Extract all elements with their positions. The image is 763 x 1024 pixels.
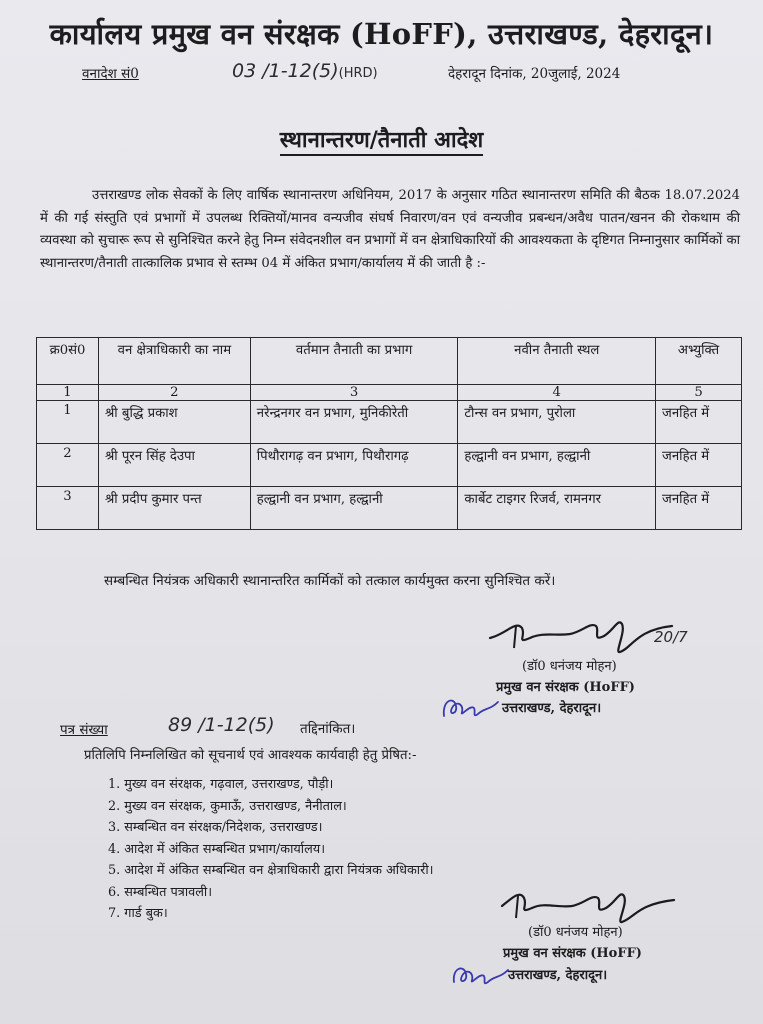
relieve-note: सम्बन्धित नियंत्रक अधिकारी स्थानान्तरित कार्मिकों को तत्काल कार्यमुक्त करना सुनिश्चित करें। xyxy=(104,573,556,589)
cell-serial: 2 xyxy=(37,444,99,487)
list-item: 6. सम्बन्धित पत्रावली। xyxy=(108,884,213,900)
signatory-place: उत्तराखण्ड, देहरादून। xyxy=(508,968,608,983)
table-row xyxy=(37,401,742,444)
letter-label: पत्र संख्या xyxy=(60,722,108,738)
header-current-division: वर्तमान तैनाती का प्रभाग xyxy=(250,338,458,385)
table-column-number-row xyxy=(37,385,742,401)
cell-officer-name: श्री प्रदीप कुमार पन्त xyxy=(98,487,250,530)
header-serial: क्र0सं0 xyxy=(37,338,99,385)
list-item: 3. सम्बन्धित वन संरक्षक/निदेशक, उत्तराखण्ड। xyxy=(108,820,323,835)
signatory-name: (डॉ0 धनंजय मोहन) xyxy=(528,925,623,940)
header-officer-name: वन क्षेत्राधिकारी का नाम xyxy=(98,338,250,385)
table-row xyxy=(37,487,742,530)
cell-current-division: पिथौरागढ़ वन प्रभाग, पिथौरागढ़ xyxy=(250,444,458,487)
order-title xyxy=(0,124,763,154)
cell-officer-name: श्री बुद्धि प्रकाश xyxy=(98,401,250,444)
signatory-designation: प्रमुख वन संरक्षक (HoFF) xyxy=(496,680,635,695)
intro-paragraph: उत्तराखण्ड लोक सेवकों के लिए वार्षिक स्थानान्तरण अधिनियम, 2017 के अनुसार गठित स्थानान्तरण समिति की बैठक 18.07.2024 में की गई संस्तुति एवं प्रभागों में उपलब्ध रिक्तियों/मानव वन्यजीव संघर्ष निवारण/वन एवं वन्यजीव प्रबन्धन/अवैध पातन/खनन की रोकथाम की व्यवस्था को सुचारू रूप से सुनिश्चित करने हेतु निम्न संवेदनशील वन प्रभागों में वन क्षेत्राधिकारियों की आवश्यकता के दृष्टिगत निम्नानुसार कार्मिकों का स्थानान्तरण/तैनाती तात्कालिक प्रभाव से स्तम्भ 04 में अंकित प्रभाग/कार्यालय में की जाती है :- xyxy=(40,188,740,271)
col-number: 3 xyxy=(250,385,458,401)
list-item: 7. गार्ड बुक। xyxy=(108,906,168,921)
cell-current-division: नरेन्द्रनगर वन प्रभाग, मुनिकीरेती xyxy=(250,401,458,444)
signatory-designation: प्रमुख वन संरक्षक (HoFF) xyxy=(503,946,642,961)
letter-suffix: तद्दिनांकित। xyxy=(300,721,356,737)
cell-new-posting: कार्बेट टाइगर रिजर्व, रामनगर xyxy=(458,487,656,530)
order-title-text: स्थानान्तरण/तैनाती आदेश xyxy=(280,127,484,156)
copy-list xyxy=(108,774,434,925)
table-row xyxy=(37,444,742,487)
cell-new-posting: हल्द्वानी वन प्रभाग, हल्द्वानी xyxy=(458,444,656,487)
cell-new-posting: टौन्स वन प्रभाग, पुरोला xyxy=(458,401,656,444)
table-header-row xyxy=(37,338,742,385)
list-item: 5. आदेश में अंकित सम्बन्धित वन क्षेत्राधिकारी द्वारा नियंत्रक अधिकारी। xyxy=(108,863,434,878)
list-item: 2. मुख्य वन संरक्षक, कुमाऊँ, उत्तराखण्ड, नैनीताल। xyxy=(108,798,347,814)
cell-officer-name: श्री पूरन सिंह देउपा xyxy=(98,444,250,487)
transfer-table xyxy=(36,337,742,530)
signature-scribble xyxy=(486,614,676,660)
list-item: 4. आदेश में अंकित सम्बन्धित प्रभाग/कार्यालय। xyxy=(108,841,326,857)
col-number: 5 xyxy=(656,385,742,401)
order-label: वनादेश सं0 xyxy=(82,66,139,82)
cell-remarks: जनहित में xyxy=(656,487,742,530)
order-date: देहरादून दिनांक, 20जुलाई, 2024 xyxy=(448,66,621,82)
initials-scribble xyxy=(448,958,512,992)
office-heading: कार्यालय प्रमुख वन संरक्षक (HoFF), उत्तराखण्ड, देहरादून। xyxy=(49,17,714,51)
col-number: 2 xyxy=(98,385,250,401)
order-number-value: 03 /1-12(5) xyxy=(232,60,339,82)
header-remarks: अभ्युक्ति xyxy=(656,338,742,385)
initials-scribble xyxy=(438,690,502,724)
copy-intro: प्रतिलिपि निम्नलिखित को सूचनार्थ एवं आवश्यक कार्यवाही हेतु प्रेषित:- xyxy=(84,748,417,763)
letter-number: 89 /1-12(5) xyxy=(168,714,275,736)
list-item: 1. मुख्य वन संरक्षक, गढ़वाल, उत्तराखण्ड, पौड़ी। xyxy=(108,777,334,792)
order-number-suffix: (HRD) xyxy=(338,66,378,81)
cell-serial: 1 xyxy=(37,401,99,444)
col-number: 1 xyxy=(37,385,99,401)
cell-remarks: जनहित में xyxy=(656,401,742,444)
col-number: 4 xyxy=(458,385,656,401)
cell-remarks: जनहित में xyxy=(656,444,742,487)
signature-date: 20/7 xyxy=(654,628,688,646)
signatory-name: (डॉ0 धनंजय मोहन) xyxy=(522,659,617,674)
header-new-posting: नवीन तैनाती स्थल xyxy=(458,338,656,385)
signatory-place: उत्तराखण्ड, देहरादून। xyxy=(502,701,602,716)
order-number xyxy=(232,60,378,82)
cell-serial: 3 xyxy=(37,487,99,530)
cell-current-division: हल्द्वानी वन प्रभाग, हल्द्वानी xyxy=(250,487,458,530)
letter-number-label xyxy=(60,720,108,738)
order-number-label xyxy=(82,64,139,82)
